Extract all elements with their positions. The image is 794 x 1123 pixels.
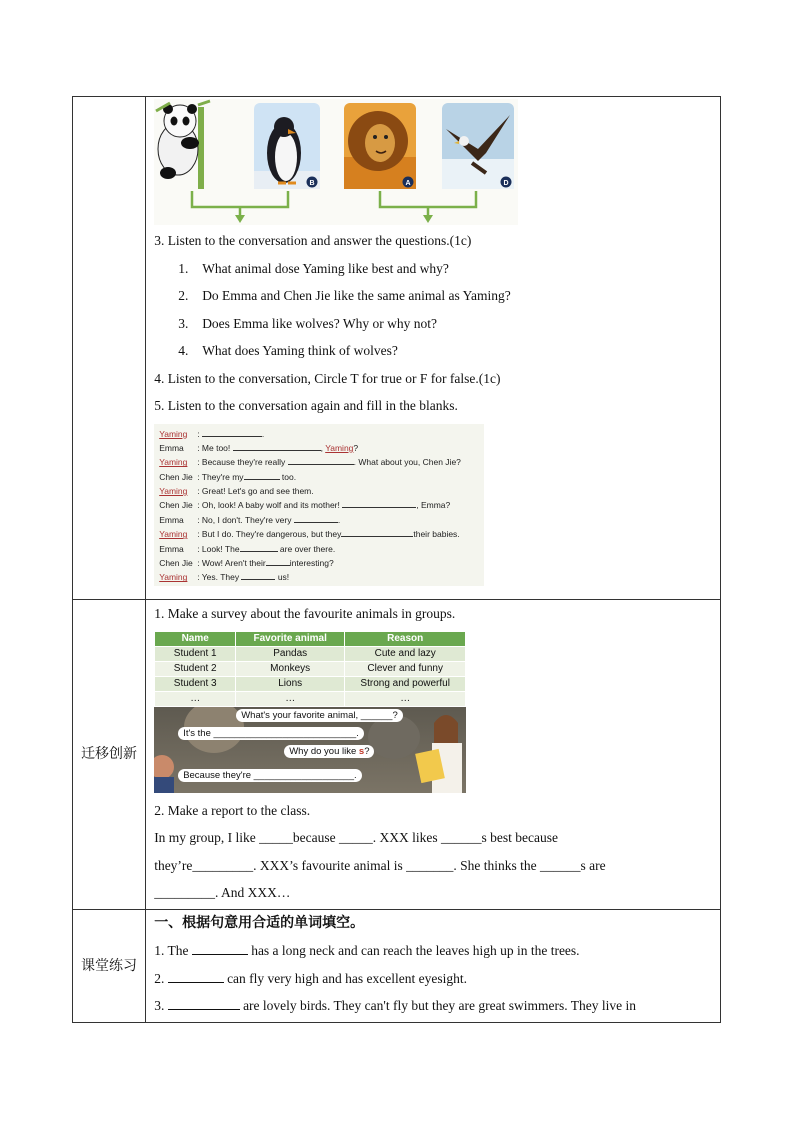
survey-header: Favorite animal (236, 631, 345, 646)
dialog-text: : They're my (197, 471, 244, 482)
dialog-line (159, 498, 479, 512)
dialog-blank (241, 570, 275, 580)
dialog-speaker: Emma (159, 514, 184, 525)
dialog-text: too. (279, 471, 297, 482)
panda-image (156, 101, 210, 189)
dialog-blank (342, 498, 416, 508)
practice-item: 1. The has a long neck and can reach the leaves high up in the trees. (154, 943, 580, 958)
conversation-scene (154, 707, 466, 793)
practice-heading: 一、根据句意用合适的单词填空。 (154, 914, 365, 931)
dialog-speaker: Chen Jie (159, 558, 193, 569)
dialog-speaker: Yaming (159, 572, 188, 583)
practice-content (146, 909, 721, 1022)
row-transfer (73, 600, 721, 910)
task5-title: 5. Listen to the conversation again and fill in the blanks. (154, 398, 458, 413)
dialog-text: : Wow! Aren't their (197, 558, 266, 569)
report-line: _________. And XXX… (154, 885, 291, 900)
lesson-table (72, 96, 721, 1023)
row-label-transfer: 迁移创新 (81, 746, 137, 763)
dialog-blank (240, 542, 278, 552)
bubble-answer-2: Because they're ___________________. (178, 769, 362, 782)
survey-header: Reason (345, 631, 466, 646)
question-item: 1. What animal dose Yaming like best and why? (178, 260, 449, 276)
dialog-line (159, 570, 479, 584)
listening-content (146, 97, 721, 600)
survey-row: Student 1 Pandas Cute and lazy (155, 646, 466, 661)
dialog-text: . (261, 428, 265, 439)
dialog-text: : But I do. They're dangerous, but they (197, 529, 342, 540)
dialog-line (159, 427, 479, 441)
row-practice (73, 909, 721, 1022)
dialog-text: ? (353, 442, 359, 453)
answer-blank (192, 942, 248, 955)
dialog-text: : Look! The (197, 543, 240, 554)
dialog-box (154, 424, 484, 586)
dialog-speaker: Chen Jie (159, 500, 193, 511)
animal-images-svg (154, 99, 518, 225)
dialog-blank (202, 427, 265, 439)
dialog-speaker-ref: Yaming (325, 442, 354, 453)
dialog-line (159, 556, 479, 570)
dialog-speaker: Yaming (159, 428, 188, 439)
dialog-text: , (320, 442, 326, 453)
question-item: 3. Does Emma like wolves? Why or why not? (178, 315, 438, 331)
question-item: 2. Do Emma and Chen Jie like the same animal as Yaming? (178, 288, 511, 303)
dialog-speaker: Emma (159, 543, 184, 554)
dialog-text: . What about you, Chen Jie? (353, 457, 461, 468)
report-title: 2. Make a report to the class. (154, 802, 311, 818)
dialog-line (159, 484, 479, 498)
dialog-blank (288, 455, 354, 465)
practice-item: 2. can fly very high and has excellent eyesight. (154, 970, 467, 986)
task4-title: 4. Listen to the conversation, Circle T for true or F for false.(1c) (154, 370, 501, 386)
dialog-blank (341, 527, 413, 537)
dialog-blank (294, 513, 341, 525)
dialog-speaker: Chen Jie (159, 471, 193, 482)
survey-row: Student 3 Lions Strong and powerful (155, 676, 466, 691)
answer-blank (168, 997, 240, 1010)
dialog-line (159, 441, 479, 455)
animal-images (154, 99, 518, 225)
dialog-line (159, 455, 479, 469)
dialog-speaker: Yaming (159, 457, 188, 468)
dialog-speaker: Emma (159, 442, 184, 453)
dialog-text: are over there. (277, 543, 336, 554)
row-label-practice: 课堂练习 (81, 957, 137, 974)
dialog-text: us! (275, 572, 290, 583)
svg-text:A: A (405, 180, 411, 187)
lion-image (344, 103, 416, 189)
dialog-text: : Oh, look! A baby wolf and its mother! (197, 500, 343, 511)
dialog-text: their babies. (413, 529, 460, 540)
dialog-text: . (337, 514, 341, 525)
dialog-speaker: Yaming (159, 486, 188, 497)
bubble-question-1: What's your favorite animal, ______? (236, 709, 403, 722)
report-line: they’re_________. XXX’s favourite animal is _______. She thinks the ______s are (154, 857, 606, 873)
dialog-blank (244, 470, 280, 480)
survey-header: Name (155, 631, 236, 646)
transfer-content (146, 600, 721, 910)
dialog-line (159, 527, 479, 541)
dialog-text: : Yes. They (197, 572, 242, 583)
question-item: 4. What does Yaming think of wolves? (178, 343, 398, 358)
dialog-line (159, 542, 479, 556)
dialog-line (159, 513, 479, 527)
dialog-text: : Because they're really (197, 457, 288, 468)
dialog-text: interesting? (289, 558, 334, 569)
survey-row: … … … (155, 691, 466, 706)
dialog-text: : (197, 428, 202, 439)
penguin-image (254, 103, 320, 189)
survey-row: Student 2 Monkeys Clever and funny (155, 661, 466, 676)
row-label-cell (73, 909, 146, 1022)
svg-text:D: D (503, 180, 509, 187)
survey-figure (154, 631, 466, 793)
dialog-blank (266, 556, 290, 566)
eagle-image (442, 103, 514, 189)
dialog-text: , Emma? (416, 500, 451, 511)
bubble-question-2: Why do you like s? (284, 745, 374, 758)
dialog-text: : No, I don't. They're very (197, 514, 294, 525)
svg-text:B: B (309, 180, 315, 187)
answer-blank (168, 970, 224, 983)
dialog-blank (233, 441, 321, 451)
row-label-cell (73, 97, 146, 600)
task3-title: 3. Listen to the conversation and answer the questions.(1c) (154, 233, 472, 248)
dialog-speaker: Yaming (159, 529, 188, 540)
report-line: In my group, I like _____because _____. XXX likes ______s best because (154, 830, 558, 845)
dialog-text: : Great! Let's go and see them. (197, 486, 314, 497)
row-listening (73, 97, 721, 600)
dialog-text: : Me too! (197, 442, 233, 453)
dialog-line (159, 470, 479, 484)
survey-table (154, 631, 466, 707)
practice-item: 3. are lovely birds. They can't fly but they are great swimmers. They live in (154, 998, 637, 1013)
survey-title: 1. Make a survey about the favourite animals in groups. (154, 606, 456, 621)
bubble-answer-1: It's the ___________________________. (178, 727, 364, 740)
row-label-cell (73, 600, 146, 910)
